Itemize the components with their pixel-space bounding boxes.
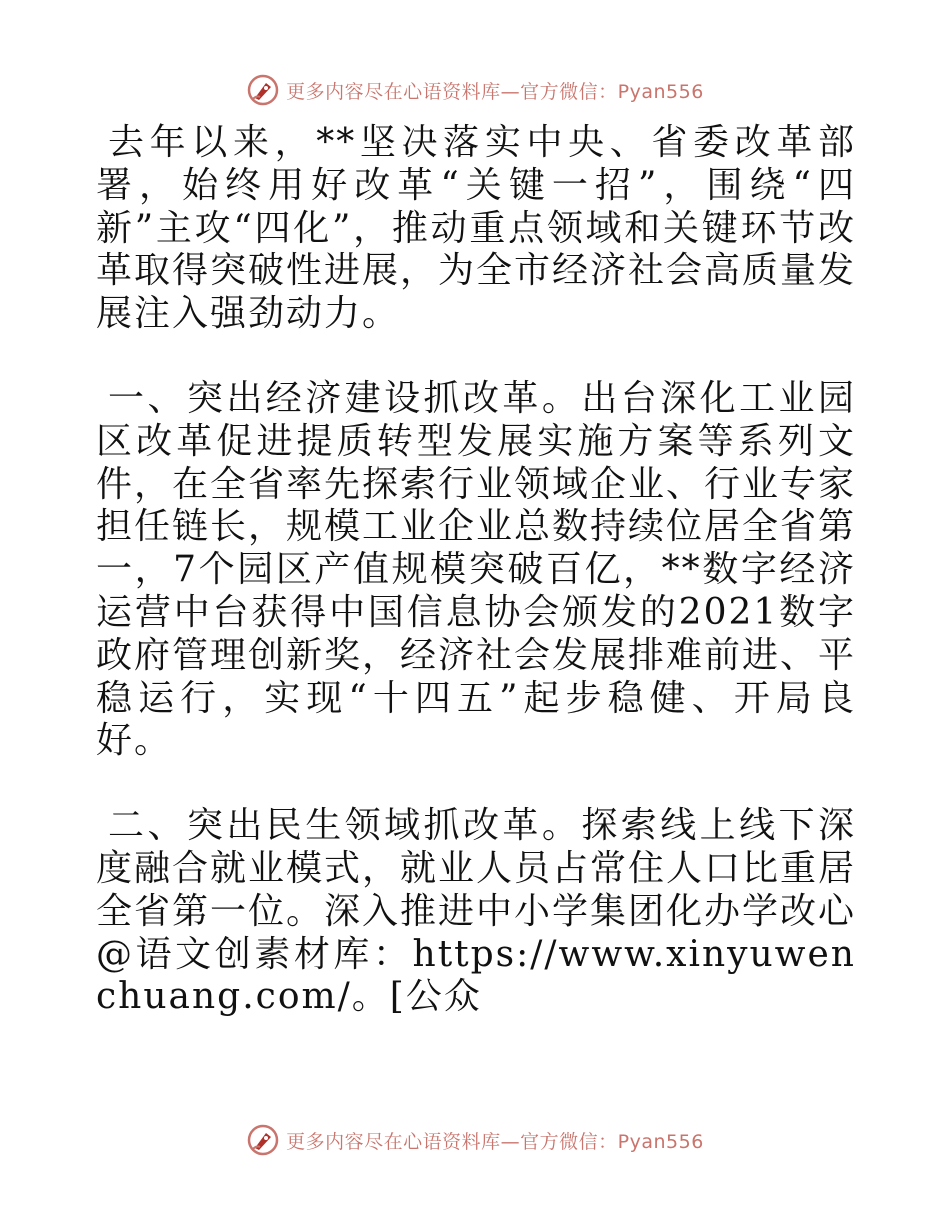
document-body (96, 122, 856, 1019)
paragraph-economy-reform: 一、突出经济建设抓改革。出台深化工业园区改革促进提质转型发展实施方案等系列文件，在全省率先探索行业领域企业、行业专家担任链长，规模工业企业总数持续位居全省第一，7个园区产值规模突破百亿，**数字经济运营中台获得中国信息协会颁发的2021数字政府管理创新奖，经济社会发展排难前进、平稳运行，实现“十四五”起步稳健、开局良好。 (96, 377, 857, 762)
pen-nib-logo-icon (246, 73, 280, 107)
watermark-text: 更多内容尽在心语资料库—官方微信：Pyan556 (286, 80, 704, 103)
footer-watermark (0, 1120, 950, 1160)
watermark-text: 更多内容尽在心语资料库—官方微信：Pyan556 (286, 1130, 704, 1153)
paragraph-livelihood-reform: 二、突出民生领域抓改革。探索线上线下深度融合就业模式，就业人员占常住人口比重居全省第一位。深入推进中小学集团化办学改心@语文创素材库：https://www.xinyuwenchuang.com/。[公众 (96, 805, 857, 1018)
paragraph-intro: 去年以来，**坚决落实中央、省委改革部署，始终用好改革“关键一招”，围绕“四新”主攻“四化”，推动重点领域和关键环节改革取得突破性进展，为全市经济社会高质量发展注入强劲动力。 (96, 122, 857, 335)
pen-nib-logo-icon (246, 1123, 280, 1157)
header-watermark (0, 70, 950, 110)
